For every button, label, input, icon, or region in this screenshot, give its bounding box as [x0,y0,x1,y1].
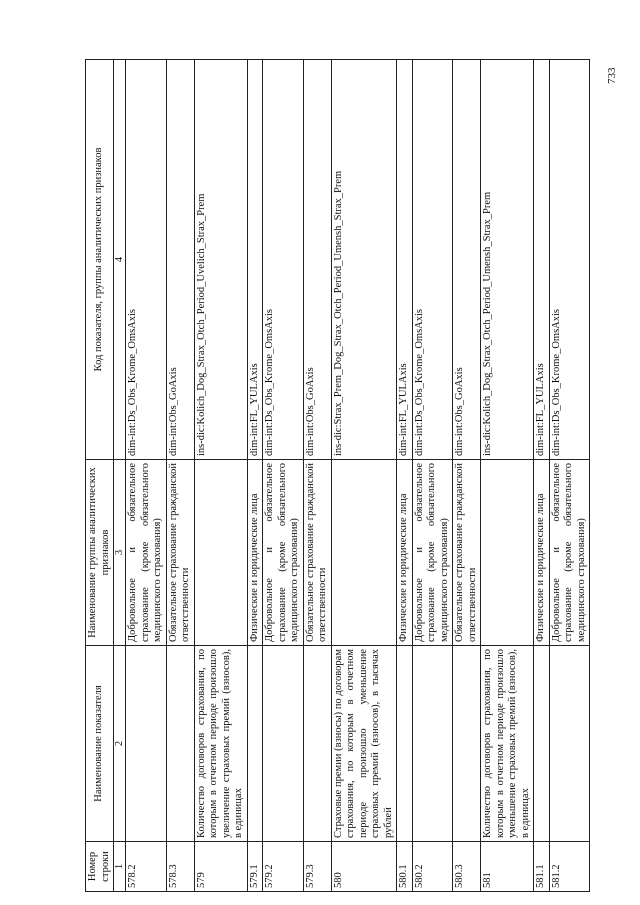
indicator-code: dim-int:FL_YULAxis [534,60,550,460]
indicator-code: dim-int:Ds_Obs_Krome_OmsAxis [549,60,590,460]
table-row [194,60,247,892]
group-name [331,460,397,646]
indicator-code: ins-dic:Kolich_Dog_Strax_Otch_Period_Umensh_Strax_Prem [481,60,534,460]
indicator-name [549,646,590,842]
group-name: Добровольное и обязательное страхование (кроме обязательного медицинского страхования) [412,460,453,646]
row-number: 578.2 [126,842,167,892]
table-row [331,60,397,892]
table-row [247,60,263,892]
indicator-name [397,646,413,842]
indicator-name: Количество договоров страхования, по которым в отчетном периоде произошло увеличение страховых премий (взносов), в единицах [194,646,247,842]
table-row [303,60,331,892]
indicator-code: dim-int:FL_YULAxis [247,60,263,460]
header-row-number: Номер строки [86,842,114,892]
header-row [86,60,114,892]
header-indicator-name: Наименование показателя [86,646,114,842]
table-row [481,60,534,892]
rotated-page [85,60,585,892]
indicator-table [85,59,590,892]
group-name: Добровольное и обязательное страхование (кроме обязательного медицинского страхования) [549,460,590,646]
group-name: Физические и юридические лица [247,460,263,646]
row-number: 581.1 [534,842,550,892]
row-number: 579 [194,842,247,892]
indicator-name [166,646,194,842]
table-row [166,60,194,892]
table-row [453,60,481,892]
row-number: 579.3 [303,842,331,892]
table-row [263,60,304,892]
indicator-name: Страховые премии (взносы) по договорам страхования, по которым в отчетном периоде произошло уменьшение страховых премий (взносов), в тысячах рублей [331,646,397,842]
column-number: 1 [114,842,126,892]
indicator-name [303,646,331,842]
column-number: 3 [114,460,126,646]
group-name: Обязательное страхование гражданской ответственности [453,460,481,646]
row-number: 580.2 [412,842,453,892]
column-number: 2 [114,646,126,842]
indicator-code: dim-int:Obs_GoAxis [453,60,481,460]
indicator-code: dim-int:Ds_Obs_Krome_OmsAxis [412,60,453,460]
indicator-code: dim-int:Ds_Obs_Krome_OmsAxis [126,60,167,460]
row-number: 580 [331,842,397,892]
group-name: Обязательное страхование гражданской ответственности [166,460,194,646]
indicator-code: ins-dic:Strax_Prem_Dog_Strax_Otch_Period_Umensh_Strax_Prem [331,60,397,460]
table-row [412,60,453,892]
column-number: 4 [114,60,126,460]
row-number: 580.3 [453,842,481,892]
indicator-code: ins-dic:Kolich_Dog_Strax_Otch_Period_Uvelich_Strax_Prem [194,60,247,460]
column-number-row [114,60,126,892]
indicator-code: dim-int:Ds_Obs_Krome_OmsAxis [263,60,304,460]
row-number: 580.1 [397,842,413,892]
group-name: Добровольное и обязательное страхование (кроме обязательного медицинского страхования) [263,460,304,646]
group-name: Физические и юридические лица [534,460,550,646]
indicator-code: dim-int:Obs_GoAxis [303,60,331,460]
indicator-name: Количество договоров страхования, по которым в отчетном периоде произошло уменьшение страховых премий (взносов), в единицах [481,646,534,842]
indicator-name [263,646,304,842]
table-row [549,60,590,892]
indicator-name [126,646,167,842]
group-name: Добровольное и обязательное страхование (кроме обязательного медицинского страхования) [126,460,167,646]
row-number: 578.3 [166,842,194,892]
group-name: Физические и юридические лица [397,460,413,646]
group-name [481,460,534,646]
indicator-code: dim-int:FL_YULAxis [397,60,413,460]
row-number: 581.2 [549,842,590,892]
indicator-name [412,646,453,842]
header-code: Код показателя, группы аналитических признаков [86,60,114,460]
table-row [397,60,413,892]
row-number: 579.2 [263,842,304,892]
group-name [194,460,247,646]
indicator-code: dim-int:Obs_GoAxis [166,60,194,460]
row-number: 579.1 [247,842,263,892]
indicator-name [247,646,263,842]
row-number: 581 [481,842,534,892]
indicator-name [534,646,550,842]
table-row [126,60,167,892]
table-row [534,60,550,892]
indicator-name [453,646,481,842]
page-number: 733 [606,67,618,84]
group-name: Обязательное страхование гражданской ответственности [303,460,331,646]
header-group-name: Наименование группы аналитических признаков [86,460,114,646]
